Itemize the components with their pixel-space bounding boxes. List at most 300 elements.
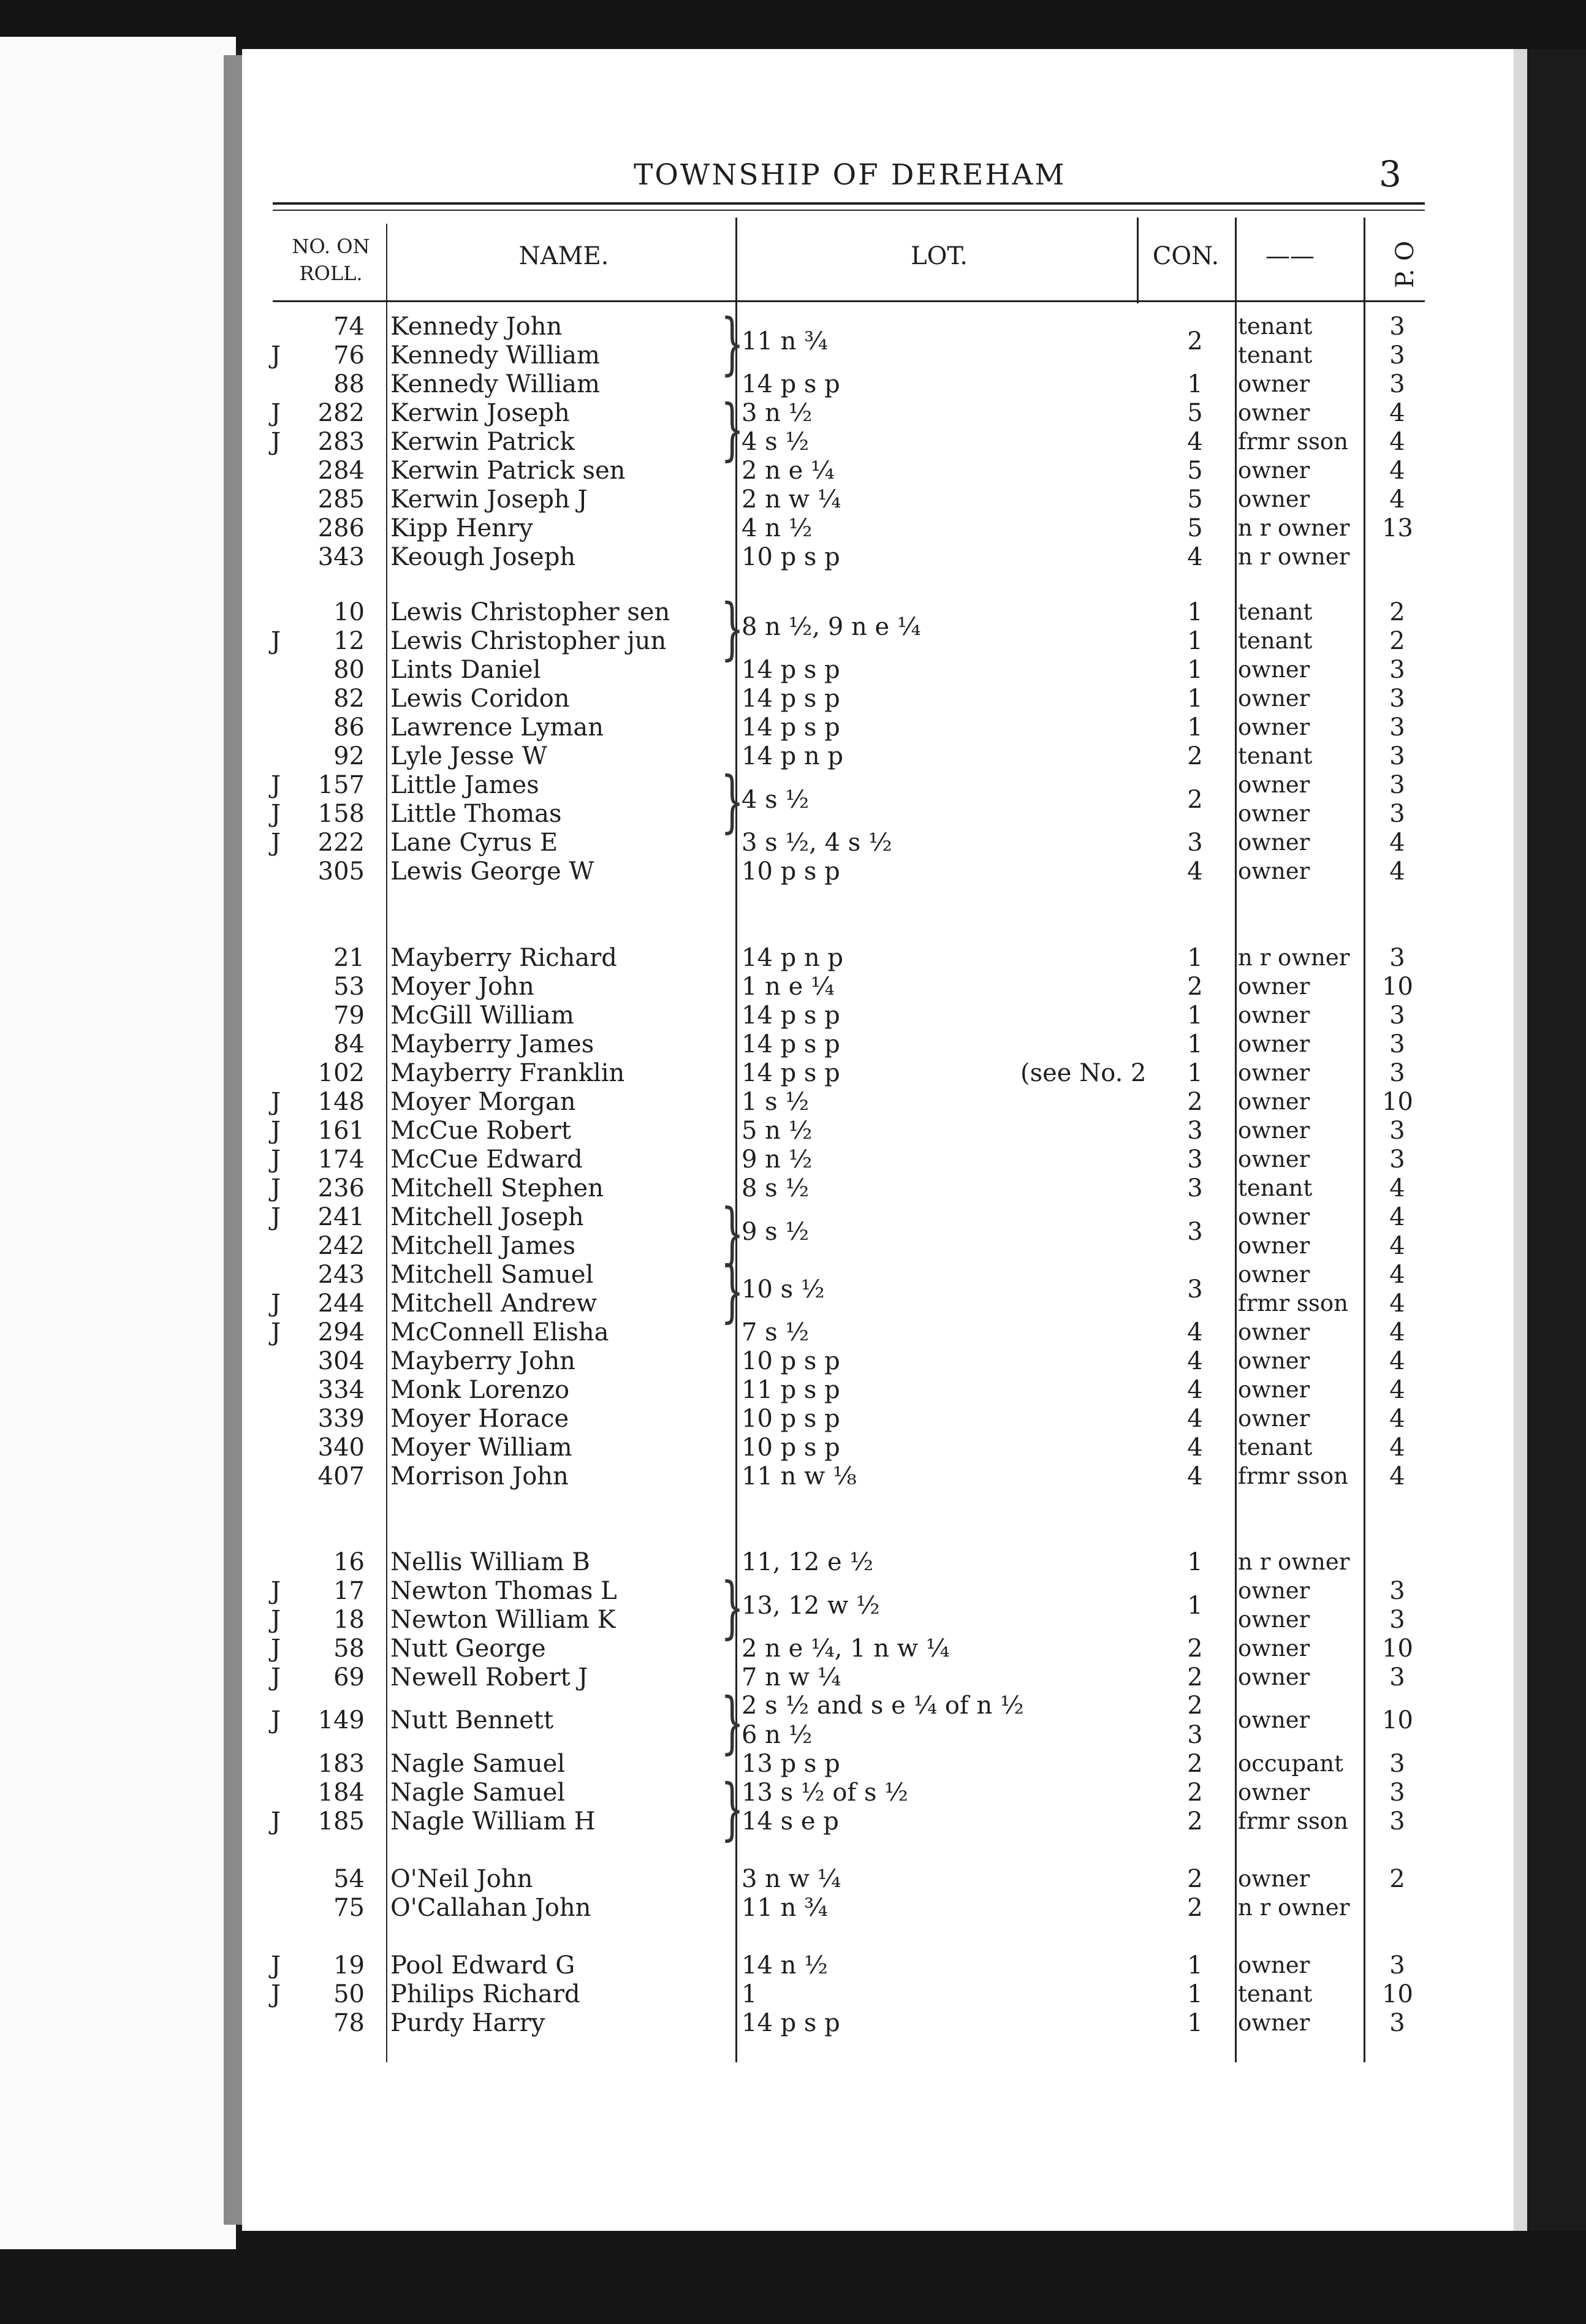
- roll-number: 407: [317, 1462, 365, 1490]
- concession: 2: [1187, 1865, 1203, 1893]
- status: owner: [1238, 1635, 1310, 1661]
- name: Nutt George: [390, 1635, 546, 1663]
- juror-mark: J: [271, 1577, 281, 1605]
- table-row: [0, 1779, 1586, 1807]
- post-office: 3: [1389, 2009, 1405, 2037]
- brace: }: [720, 390, 745, 468]
- lot: 1 s ½: [742, 1088, 810, 1116]
- name: Lewis Christopher sen: [390, 598, 670, 626]
- concession: 2: [1187, 1750, 1203, 1778]
- post-office: 4: [1389, 1462, 1405, 1490]
- concession: 1: [1187, 713, 1203, 742]
- table-row: [0, 485, 1586, 514]
- status: owner: [1238, 1578, 1310, 1604]
- name: Morrison John: [390, 1462, 569, 1490]
- roll-number: 284: [317, 457, 365, 485]
- name: Kerwin Patrick sen: [390, 457, 626, 485]
- post-office: 3: [1389, 341, 1405, 370]
- post-office: 3: [1389, 1779, 1405, 1807]
- roll-number: 174: [317, 1145, 365, 1174]
- name: McGill William: [390, 1001, 574, 1030]
- lot: 8 n ½, 9 n e ¼: [742, 613, 921, 641]
- name: Nagle Samuel: [390, 1750, 566, 1778]
- lot: 2 n w ¼: [742, 485, 841, 514]
- roll-number: 53: [333, 973, 365, 1001]
- lot: 10 s ½: [742, 1275, 825, 1304]
- name: Keough Joseph: [390, 543, 576, 571]
- lot: 14 n ½: [742, 1951, 828, 1980]
- post-office: 4: [1389, 829, 1405, 857]
- status: owner: [1238, 1204, 1310, 1230]
- name: O'Callahan John: [390, 1894, 591, 1922]
- juror-mark: J: [271, 341, 281, 370]
- name: Mayberry Richard: [390, 944, 617, 972]
- lot: 5 n ½: [742, 1117, 813, 1145]
- juror-mark: J: [271, 627, 281, 655]
- table-row: [0, 713, 1586, 742]
- table-row: [0, 627, 1586, 655]
- status: n r owner: [1238, 515, 1350, 541]
- name: Pool Edward G: [390, 1951, 575, 1980]
- concession: 5: [1187, 514, 1203, 542]
- juror-mark: J: [271, 800, 281, 828]
- table-row: [0, 514, 1586, 542]
- name: Lewis George W: [390, 857, 594, 886]
- status: owner: [1238, 1146, 1310, 1172]
- table-row: [0, 1376, 1586, 1404]
- name: Moyer John: [390, 973, 534, 1001]
- post-office: 2: [1389, 627, 1405, 655]
- status: owner: [1238, 772, 1310, 798]
- status: owner: [1238, 1031, 1310, 1057]
- roll-number: 184: [317, 1779, 365, 1807]
- roll-number: 86: [333, 713, 365, 742]
- roll-number: 102: [317, 1059, 365, 1087]
- status: n r owner: [1238, 1894, 1350, 1921]
- juror-mark: J: [271, 1951, 281, 1980]
- lot: 4 s ½: [742, 786, 810, 814]
- post-office: 10: [1382, 1088, 1413, 1116]
- lot: 6 n ½: [742, 1721, 813, 1749]
- status: tenant: [1238, 743, 1313, 769]
- table-row: [0, 1405, 1586, 1433]
- name: Mitchell James: [390, 1232, 575, 1260]
- name: Mitchell Joseph: [390, 1203, 584, 1231]
- roll-number: 10: [333, 598, 365, 626]
- name: Kennedy William: [390, 341, 600, 370]
- status: tenant: [1238, 1175, 1313, 1201]
- status: owner: [1238, 1664, 1310, 1690]
- lot: 11 n w ⅛: [742, 1462, 857, 1490]
- roll-number: 243: [317, 1261, 365, 1289]
- concession: 1: [1187, 1030, 1203, 1058]
- juror-mark: J: [271, 1145, 281, 1174]
- status: tenant: [1238, 628, 1313, 654]
- table-row: [0, 313, 1586, 355]
- roll-number: 149: [317, 1706, 365, 1734]
- roll-number: 242: [317, 1232, 365, 1260]
- roll-number: 294: [317, 1318, 365, 1346]
- post-office: 4: [1389, 857, 1405, 886]
- juror-mark: J: [271, 829, 281, 857]
- table-row: [0, 742, 1586, 770]
- lot: 9 n ½: [742, 1145, 813, 1174]
- roll-header-line2: ROLL.: [299, 262, 363, 285]
- table-row: [0, 1980, 1586, 2008]
- name: Mayberry John: [390, 1347, 575, 1375]
- post-office: 10: [1382, 973, 1413, 1001]
- lot: 14 s e p: [742, 1807, 839, 1836]
- name: Mitchell Samuel: [390, 1261, 594, 1289]
- post-office: 10: [1382, 1980, 1413, 2008]
- post-office: 13: [1382, 514, 1413, 542]
- concession: 4: [1187, 1347, 1203, 1375]
- juror-mark: J: [271, 1807, 281, 1836]
- lot: 1: [742, 1980, 757, 2008]
- status: owner: [1238, 457, 1310, 484]
- concession: 2: [1187, 1088, 1203, 1116]
- roll-number: 82: [333, 685, 365, 713]
- status: owner: [1238, 1866, 1310, 1892]
- status: owner: [1238, 400, 1310, 426]
- concession: 2: [1187, 327, 1203, 355]
- post-office: 3: [1389, 713, 1405, 742]
- status: owner: [1238, 2010, 1310, 2036]
- note: (see No. 2: [1020, 1059, 1147, 1087]
- name: Lewis Coridon: [390, 685, 570, 713]
- lot: 14 p s p: [742, 1030, 840, 1058]
- concession: 1: [1187, 1951, 1203, 1980]
- roll-number: 54: [333, 1865, 365, 1893]
- name: Nellis William B: [390, 1548, 590, 1576]
- status: owner: [1238, 1060, 1310, 1086]
- table-row: [0, 399, 1586, 427]
- concession: 1: [1187, 1980, 1203, 2008]
- lot: 7 s ½: [742, 1318, 810, 1346]
- post-office: 3: [1389, 1807, 1405, 1836]
- table-row: [0, 1347, 1586, 1375]
- post-office: 3: [1389, 944, 1405, 972]
- juror-mark: J: [271, 1203, 281, 1231]
- roll-number: 283: [317, 428, 365, 456]
- name: Lyle Jesse W: [390, 742, 547, 770]
- concession: 3: [1187, 1721, 1203, 1749]
- concession: 1: [1187, 1548, 1203, 1576]
- concession: 4: [1187, 1462, 1203, 1490]
- table-row: [0, 1894, 1586, 1922]
- post-office: 3: [1389, 1117, 1405, 1145]
- roll-header-line1: NO. ON: [292, 235, 370, 258]
- roll-number: 340: [317, 1434, 365, 1462]
- table-row: [0, 1088, 1586, 1116]
- lot: 9 s ½: [742, 1218, 810, 1246]
- roll-number: 21: [333, 944, 365, 972]
- roll-number: 12: [333, 627, 365, 655]
- name: Moyer Morgan: [390, 1088, 576, 1116]
- concession: 2: [1187, 786, 1203, 814]
- concession: 3: [1187, 1275, 1203, 1304]
- status: frmr sson: [1238, 1463, 1348, 1489]
- name: Kennedy William: [390, 370, 600, 398]
- status: owner: [1238, 1348, 1310, 1374]
- roll-number: 88: [333, 370, 365, 398]
- concession: 2: [1187, 1635, 1203, 1663]
- status: tenant: [1238, 1981, 1313, 2007]
- brace: }: [720, 1194, 745, 1272]
- post-office: 3: [1389, 685, 1405, 713]
- status: n r owner: [1238, 1549, 1350, 1575]
- juror-mark: J: [271, 1318, 281, 1346]
- table-row: [0, 1145, 1586, 1174]
- status: frmr sson: [1238, 1290, 1348, 1316]
- lot: 14 p s p: [742, 713, 840, 742]
- name: Monk Lorenzo: [390, 1376, 570, 1404]
- status: tenant: [1238, 599, 1313, 625]
- table-row: [0, 1951, 1586, 1980]
- concession: 1: [1187, 598, 1203, 626]
- post-office: 4: [1389, 1405, 1405, 1433]
- name: Newell Robert J: [390, 1663, 588, 1692]
- post-office: 3: [1389, 1577, 1405, 1605]
- roll-number: 339: [317, 1405, 365, 1433]
- roll-number: 343: [317, 543, 365, 571]
- name: Nutt Bennett: [390, 1706, 554, 1734]
- name: Kennedy John: [390, 313, 563, 341]
- lot: 7 n w ¼: [742, 1663, 841, 1692]
- concession: 1: [1187, 685, 1203, 713]
- post-office: 3: [1389, 800, 1405, 828]
- post-office: 2: [1389, 1865, 1405, 1893]
- name: Mitchell Stephen: [390, 1174, 604, 1202]
- roll-number: 244: [317, 1289, 365, 1318]
- table-row: [0, 1001, 1586, 1030]
- table-row: [0, 1059, 1586, 1087]
- lot: 2 s ½ and s e ¼ of n ½: [742, 1692, 1024, 1720]
- roll-number: 84: [333, 1030, 365, 1058]
- status: owner: [1238, 371, 1310, 397]
- lot: 1 n e ¼: [742, 973, 835, 1001]
- roll-number: 92: [333, 742, 365, 770]
- juror-mark: J: [271, 428, 281, 456]
- status: owner: [1238, 1117, 1310, 1144]
- lot: 10 p s p: [742, 1347, 840, 1375]
- lot: 13 p s p: [742, 1750, 840, 1778]
- table-row: [0, 457, 1586, 485]
- lot: 11, 12 e ½: [742, 1548, 874, 1576]
- roll-number: 286: [317, 514, 365, 542]
- concession: 2: [1187, 973, 1203, 1001]
- column-header-name: NAME.: [518, 242, 609, 270]
- status: n r owner: [1238, 544, 1350, 570]
- post-office: 4: [1389, 428, 1405, 456]
- concession: 1: [1187, 944, 1203, 972]
- lot: 14 p n p: [742, 742, 844, 770]
- roll-number: 161: [317, 1117, 365, 1145]
- status: owner: [1238, 858, 1310, 884]
- table-row: [0, 370, 1586, 398]
- roll-number: 18: [333, 1606, 365, 1634]
- post-office: 4: [1389, 457, 1405, 485]
- roll-number: 282: [317, 399, 365, 427]
- brace: }: [720, 1683, 745, 1761]
- roll-number: 183: [317, 1750, 365, 1778]
- table-row: [0, 1289, 1586, 1318]
- name: Mitchell Andrew: [390, 1289, 598, 1318]
- post-office: 3: [1389, 1030, 1405, 1058]
- status: owner: [1238, 800, 1310, 827]
- name: Philips Richard: [390, 1980, 580, 2008]
- post-office: 3: [1389, 771, 1405, 799]
- post-office: 3: [1389, 742, 1405, 770]
- post-office: 3: [1389, 1951, 1405, 1980]
- roll-number: 222: [317, 829, 365, 857]
- table-row: [0, 1750, 1586, 1778]
- roll-number: 16: [333, 1548, 365, 1576]
- juror-mark: J: [271, 1117, 281, 1145]
- post-office: 3: [1389, 370, 1405, 398]
- concession: 3: [1187, 829, 1203, 857]
- roll-number: 17: [333, 1577, 365, 1605]
- name: Newton Thomas L: [390, 1577, 617, 1605]
- juror-mark: J: [271, 1606, 281, 1634]
- lot: 10 p s p: [742, 857, 840, 886]
- table-row: [0, 2009, 1586, 2037]
- lot: 14 p s p: [742, 1059, 840, 1087]
- lot: 14 p n p: [742, 944, 844, 972]
- table-row: [0, 1462, 1586, 1490]
- name: Little Thomas: [390, 800, 562, 828]
- table-row: [0, 1318, 1586, 1346]
- lot: 14 p s p: [742, 656, 840, 684]
- lot: 3 s ½, 4 s ½: [742, 829, 892, 857]
- post-office: 3: [1389, 1663, 1405, 1692]
- roll-number: 74: [333, 313, 365, 341]
- lot: 14 p s p: [742, 370, 840, 398]
- post-office: 10: [1382, 1635, 1413, 1663]
- lot: 11 p s p: [742, 1376, 840, 1404]
- status: owner: [1238, 1405, 1310, 1432]
- juror-mark: J: [271, 399, 281, 427]
- name: Kipp Henry: [390, 514, 533, 542]
- roll-number: 185: [317, 1807, 365, 1836]
- status: frmr sson: [1238, 1808, 1348, 1834]
- post-office: 4: [1389, 399, 1405, 427]
- brace: }: [720, 762, 745, 840]
- roll-number: 241: [317, 1203, 365, 1231]
- lot: 13, 12 w ½: [742, 1592, 880, 1620]
- name: Moyer William: [390, 1434, 572, 1462]
- status: frmr sson: [1238, 428, 1348, 455]
- column-header-status: ——: [1265, 242, 1315, 270]
- name: Purdy Harry: [390, 2009, 545, 2037]
- lot: 10 p s p: [742, 543, 840, 571]
- table-row: [0, 428, 1586, 456]
- concession: 5: [1187, 399, 1203, 427]
- concession: 2: [1187, 1779, 1203, 1807]
- concession: 4: [1187, 428, 1203, 456]
- name: Lane Cyrus E: [390, 829, 558, 857]
- roll-number: 50: [333, 1980, 365, 2008]
- post-office: 4: [1389, 1174, 1405, 1202]
- lot: 11 n ¾: [742, 327, 828, 355]
- roll-number: 58: [333, 1635, 365, 1663]
- name: Mayberry James: [390, 1030, 594, 1058]
- name: O'Neil John: [390, 1865, 533, 1893]
- concession: 4: [1187, 543, 1203, 571]
- concession: 3: [1187, 1218, 1203, 1246]
- table-row: [0, 341, 1586, 370]
- concession: 5: [1187, 457, 1203, 485]
- roll-number: 78: [333, 2009, 365, 2037]
- juror-mark: J: [271, 1663, 281, 1692]
- table-row: [0, 1174, 1586, 1202]
- lot: 3 n w ¼: [742, 1865, 841, 1893]
- roll-number: 236: [317, 1174, 365, 1202]
- table-row: [0, 1434, 1586, 1462]
- table-row: [0, 944, 1586, 972]
- status: owner: [1238, 656, 1310, 683]
- concession: 4: [1187, 1434, 1203, 1462]
- roll-number: 19: [333, 1951, 365, 1980]
- table-row: [0, 1721, 1586, 1749]
- name: Kerwin Joseph: [390, 399, 570, 427]
- post-office: 4: [1389, 485, 1405, 514]
- juror-mark: J: [271, 771, 281, 799]
- roll-number: 304: [317, 1347, 365, 1375]
- post-office: 10: [1382, 1706, 1413, 1734]
- name: McCue Edward: [390, 1145, 583, 1174]
- post-office: 3: [1389, 1059, 1405, 1087]
- roll-number: 285: [317, 485, 365, 514]
- name: Nagle Samuel: [390, 1779, 566, 1807]
- table-row: [0, 829, 1586, 857]
- lot: 14 p s p: [742, 685, 840, 713]
- roll-number: 334: [317, 1376, 365, 1404]
- table-row: [0, 1663, 1586, 1692]
- post-office: 4: [1389, 1376, 1405, 1404]
- post-office: 4: [1389, 1261, 1405, 1289]
- column-header-po: P. O: [1391, 240, 1419, 288]
- table-row: [0, 1232, 1586, 1260]
- lot: 14 p s p: [742, 2009, 840, 2037]
- brace: }: [720, 1568, 745, 1646]
- concession: 3: [1187, 1174, 1203, 1202]
- name: Nagle William H: [390, 1807, 596, 1836]
- post-office: 4: [1389, 1232, 1405, 1260]
- name: Lawrence Lyman: [390, 713, 604, 742]
- juror-mark: J: [271, 1174, 281, 1202]
- lot: 11 n ¾: [742, 1894, 828, 1922]
- post-office: 4: [1389, 1318, 1405, 1346]
- concession: 4: [1187, 1405, 1203, 1433]
- name: Lewis Christopher jun: [390, 627, 667, 655]
- juror-mark: J: [271, 1088, 281, 1116]
- status: n r owner: [1238, 944, 1350, 971]
- status: tenant: [1238, 1434, 1313, 1460]
- page-title: TOWNSHIP OF DEREHAM: [634, 158, 1066, 192]
- status: owner: [1238, 1952, 1310, 1978]
- status: tenant: [1238, 313, 1313, 340]
- post-office: 2: [1389, 598, 1405, 626]
- status: owner: [1238, 1779, 1310, 1806]
- concession: 2: [1187, 1663, 1203, 1692]
- status: owner: [1238, 1261, 1310, 1288]
- juror-mark: J: [271, 1635, 281, 1663]
- juror-mark: J: [271, 1706, 281, 1734]
- name: Lints Daniel: [390, 656, 541, 684]
- page-number: 3: [1379, 153, 1402, 195]
- concession: 1: [1187, 370, 1203, 398]
